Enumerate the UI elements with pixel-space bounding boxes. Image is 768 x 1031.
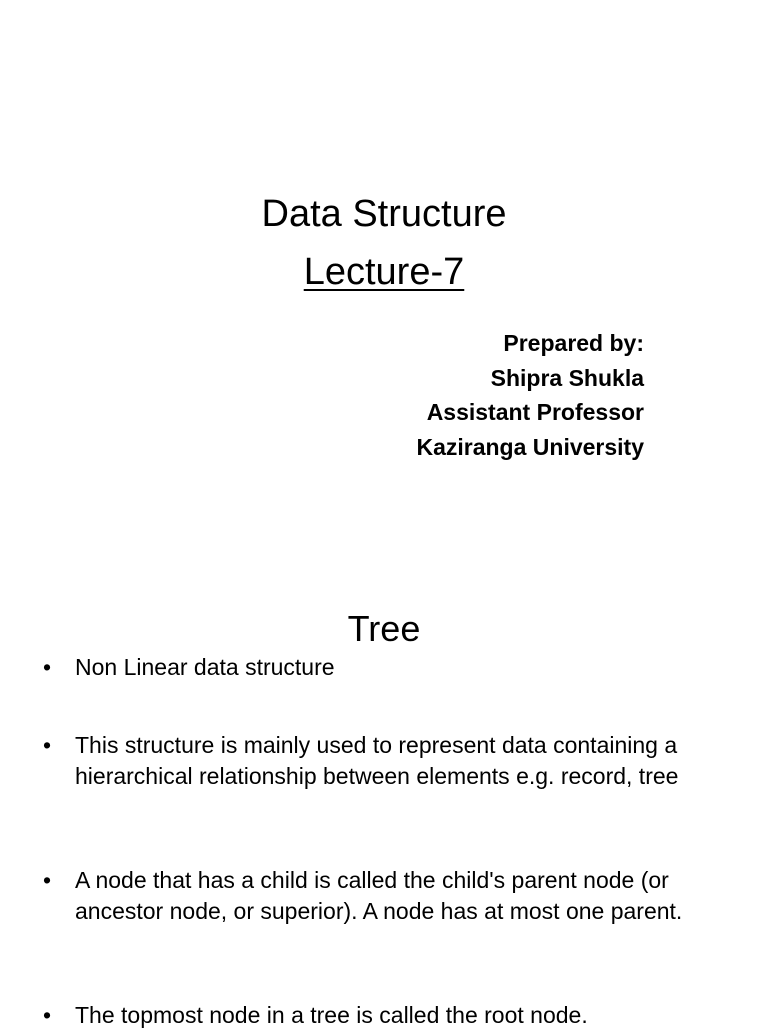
- slide-title: Data Structure: [261, 193, 507, 235]
- slide-heading: Tree: [347, 608, 421, 649]
- bullet-text: This structure is mainly used to represent data containing a hierarchical relationship between elements e.g. record, tree: [75, 732, 679, 789]
- prepared-by-label: Prepared by:: [503, 330, 644, 356]
- author-block: [416, 326, 644, 464]
- bullet-icon: •: [43, 654, 52, 680]
- bullet-icon: •: [43, 732, 52, 758]
- bullet-text: Non Linear data structure: [75, 654, 335, 680]
- bullet-text: A node that has a child is called the child's parent node (or ancestor node, or superior). A node has at most one parent.: [75, 867, 683, 924]
- bullet-item: [43, 1000, 723, 1031]
- bullet-item: [43, 730, 723, 791]
- author-institution: Kaziranga University: [416, 433, 644, 460]
- bullet-icon: •: [43, 867, 52, 893]
- author-name: Shipra Shukla: [490, 364, 644, 391]
- bullet-text: The topmost node in a tree is called the root node.: [75, 1002, 588, 1028]
- bullet-item: [43, 865, 723, 926]
- bullet-item: [43, 652, 723, 683]
- author-position: Assistant Professor: [426, 399, 644, 425]
- tree-slide: [0, 576, 768, 1028]
- bullet-icon: •: [43, 1002, 52, 1028]
- lecture-number: Lecture-7: [303, 251, 465, 293]
